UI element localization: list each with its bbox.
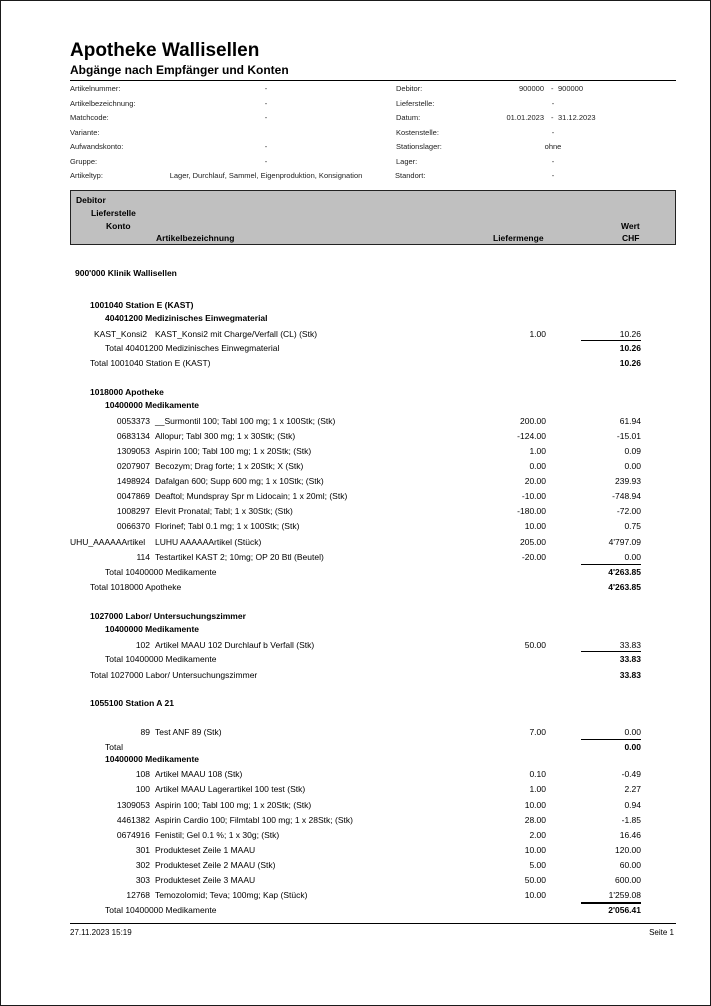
article-row: [1, 535, 711, 549]
konto-heading: [1, 752, 711, 766]
article-description: Florinef; Tabl 0.1 mg; 1 x 100Stk; (Stk): [155, 521, 300, 531]
konto-title: 10400000 Medikamente: [105, 624, 200, 634]
value-chf: 0.00: [624, 727, 641, 737]
total-label: Total 10400000 Medikamente: [105, 567, 217, 577]
article-description: Aspirin 100; Tabl 100 mg; 1 x 20Stk; (Stk): [155, 446, 312, 456]
filter-value: -: [264, 84, 268, 93]
delivery-quantity: 20.00: [524, 476, 546, 486]
filter-value: -: [551, 171, 555, 180]
value-chf: 0.94: [624, 800, 641, 810]
filter-value: ohne: [544, 142, 562, 151]
delivery-quantity: 50.00: [524, 875, 546, 885]
filter-range-to: 900000: [558, 84, 584, 93]
value-chf: 0.75: [624, 521, 641, 531]
total-value: 4'263.85: [608, 582, 641, 592]
filter-range-from: 900000: [518, 84, 544, 93]
value-chf: 10.26: [619, 329, 641, 339]
value-chf: 4'797.09: [608, 537, 641, 547]
article-row: [1, 414, 711, 428]
lieferstelle-total-row: [1, 356, 711, 370]
article-row: [1, 858, 711, 872]
delivery-quantity: 10.00: [524, 521, 546, 531]
total-label: Total 1018000 Apotheke: [90, 582, 182, 592]
total-label: Total 40401200 Medizinisches Einwegmaterial: [105, 343, 280, 353]
filter-range-separator: -: [551, 113, 554, 122]
article-description: Fenistil; Gel 0.1 %; 1 x 30g; (Stk): [155, 830, 280, 840]
col-artikelbezeichnung: Artikelbezeichnung: [156, 233, 235, 243]
filter-value: -: [551, 156, 555, 166]
article-number: 100: [135, 784, 150, 794]
total-value: 2'056.41: [608, 905, 641, 915]
filter-label: Variante:: [70, 127, 100, 137]
article-number: 102: [135, 640, 150, 650]
total-value: 0.00: [624, 742, 641, 752]
konto-title: 10400000 Medikamente: [105, 400, 200, 410]
article-row: [1, 725, 711, 739]
value-chf: 33.83: [619, 640, 641, 650]
article-row: [1, 798, 711, 812]
article-number: UHU_AAAAAArtikel: [70, 537, 146, 547]
article-row: [1, 474, 711, 488]
article-row: [1, 459, 711, 473]
konto-total-row: [1, 903, 711, 917]
total-value: 4'263.85: [608, 567, 641, 577]
filter-value: Lager, Durchlauf, Sammel, Eigenproduktion, Konsignation: [169, 171, 363, 180]
filter-label: Artikelbezeichnung:: [70, 98, 136, 108]
article-description: __Surmontil 100; Tabl 100 mg; 1 x 100Stk; (Stk): [155, 416, 336, 426]
filter-value: -: [551, 127, 555, 137]
konto-heading: [1, 398, 711, 412]
article-row: [1, 843, 711, 857]
filter-value: -: [264, 142, 268, 151]
header-divider: [70, 80, 676, 81]
article-row: [1, 327, 711, 341]
total-label: Total 1001040 Station E (KAST): [90, 358, 211, 368]
article-number: KAST_Konsi2: [94, 329, 147, 339]
delivery-quantity: 0.00: [529, 461, 546, 471]
konto-heading: [1, 311, 711, 325]
article-row: [1, 489, 711, 503]
konto-total-row: [1, 341, 711, 355]
col-wert: Wert: [621, 221, 640, 231]
filter-label: Debitor:: [396, 84, 423, 93]
delivery-quantity: -124.00: [517, 431, 546, 441]
article-row: [1, 519, 711, 533]
lieferstelle-heading: [1, 696, 711, 710]
col-debitor: Debitor: [76, 195, 106, 205]
delivery-quantity: 10.00: [524, 800, 546, 810]
total-label: Total 1027000 Labor/ Untersuchungszimmer: [90, 670, 258, 680]
filter-label: Artikeltyp:: [70, 171, 103, 180]
filter-value: -: [264, 156, 268, 166]
delivery-quantity: 7.00: [529, 727, 546, 737]
value-chf: 61.94: [619, 416, 641, 426]
article-description: Aspirin 100; Tabl 100 mg; 1 x 20Stk; (Stk): [155, 800, 312, 810]
total-label: Total 10400000 Medikamente: [105, 905, 217, 915]
article-description: Artikel MAAU 108 (Stk): [155, 769, 243, 779]
value-chf: -0.49: [621, 769, 641, 779]
total-label: Total 10400000 Medikamente: [105, 654, 217, 664]
article-number: 1008297: [116, 506, 150, 516]
lieferstelle-total-row: [1, 668, 711, 682]
article-number: 4461382: [116, 815, 150, 825]
article-row: [1, 813, 711, 827]
print-timestamp: 27.11.2023 15:19: [70, 928, 132, 937]
article-row: [1, 873, 711, 887]
filter-range-separator: -: [551, 84, 554, 93]
value-chf: 1'259.08: [608, 890, 641, 900]
article-number: 0674916: [116, 830, 150, 840]
filter-value: -: [264, 98, 268, 108]
konto-heading: [1, 622, 711, 636]
article-number: 301: [135, 845, 150, 855]
article-number: 108: [135, 769, 150, 779]
col-currency: CHF: [622, 233, 640, 243]
filter-label: Aufwandskonto:: [70, 142, 124, 151]
article-row: [1, 638, 711, 652]
value-chf: -1.85: [621, 815, 641, 825]
col-konto: Konto: [106, 221, 131, 231]
article-row: [1, 504, 711, 518]
report-title: Apotheke Wallisellen: [70, 40, 260, 61]
value-chf: 2.27: [624, 784, 641, 794]
delivery-quantity: 10.00: [524, 890, 546, 900]
article-row: [1, 550, 711, 564]
filter-label: Gruppe:: [70, 156, 98, 166]
article-row: [1, 444, 711, 458]
filter-range-from: 01.01.2023: [506, 113, 544, 122]
total-label: Total: [105, 742, 123, 752]
article-description: Aspirin Cardio 100; Filmtabl 100 mg; 1 x 28Stk; (Stk): [155, 815, 353, 825]
total-value: 33.83: [619, 670, 641, 680]
article-description: Testartikel KAST 2; 10mg; OP 20 Btl (Beutel): [155, 552, 324, 562]
delivery-quantity: -180.00: [517, 506, 546, 516]
article-row: [1, 888, 711, 902]
value-chf: -72.00: [616, 506, 641, 516]
article-description: Elevit Pronatal; Tabl; 1 x 30Stk; (Stk): [155, 506, 293, 516]
delivery-quantity: 205.00: [520, 537, 546, 547]
value-chf: 120.00: [615, 845, 641, 855]
total-value: 33.83: [619, 654, 641, 664]
article-number: 1498924: [116, 476, 150, 486]
article-description: Becozym; Drag forte; 1 x 20Stk; X (Stk): [155, 461, 304, 471]
lieferstelle-heading: [1, 609, 711, 623]
delivery-quantity: 10.00: [524, 845, 546, 855]
lieferstelle-heading: [1, 298, 711, 312]
article-description: Artikel MAAU Lagerartikel 100 test (Stk): [155, 784, 306, 794]
konto-title: 10400000 Medikamente: [105, 754, 200, 764]
article-description: Deaftol; Mundspray Spr m Lidocain; 1 x 20ml; (Stk): [155, 491, 348, 501]
debitor-heading: 900'000 Klinik Wallisellen: [75, 268, 177, 278]
konto-total-row: [1, 565, 711, 579]
delivery-quantity: 2.00: [529, 830, 546, 840]
filter-label: Standort:: [395, 171, 426, 180]
col-liefermenge: Liefermenge: [493, 233, 544, 243]
column-header: [70, 190, 676, 245]
article-description: Dafalgan 600; Supp 600 mg; 1 x 10Stk; (Stk): [155, 476, 324, 486]
konto-total-row: [1, 652, 711, 666]
delivery-quantity: 200.00: [520, 416, 546, 426]
article-row: [1, 767, 711, 781]
value-chf: 0.00: [624, 461, 641, 471]
article-description: Temozolomid; Teva; 100mg; Kap (Stück): [155, 890, 308, 900]
article-number: 1309053: [116, 800, 150, 810]
total-value: 10.26: [619, 358, 641, 368]
filter-value: -: [551, 98, 555, 108]
article-description: Produkteset Zeile 1 MAAU: [155, 845, 256, 855]
value-chf: 0.00: [624, 552, 641, 562]
delivery-quantity: 0.10: [529, 769, 546, 779]
article-row: [1, 782, 711, 796]
footer-divider: [70, 923, 676, 924]
filter-range-to: 31.12.2023: [558, 113, 596, 122]
lieferstelle-title: 1018000 Apotheke: [90, 387, 164, 397]
article-number: 0207907: [116, 461, 150, 471]
article-number: 0053373: [116, 416, 150, 426]
lieferstelle-title: 1027000 Labor/ Untersuchungszimmer: [90, 611, 246, 621]
value-chf: 16.46: [619, 830, 641, 840]
article-number: 1309053: [116, 446, 150, 456]
value-chf: 239.93: [615, 476, 641, 486]
article-number: 114: [136, 552, 150, 562]
article-description: Produkteset Zeile 2 MAAU (Stk): [155, 860, 276, 870]
lieferstelle-title: 1055100 Station A 21: [90, 698, 174, 708]
delivery-quantity: 5.00: [529, 860, 546, 870]
filter-value: -: [264, 113, 268, 122]
filter-label: Datum:: [396, 113, 421, 122]
article-number: 302: [135, 860, 150, 870]
article-description: LUHU AAAAAArtikel (Stück): [155, 537, 262, 547]
article-number: 0683134: [116, 431, 150, 441]
filter-label: Matchcode:: [70, 113, 109, 122]
delivery-quantity: -10.00: [521, 491, 546, 501]
article-number: 12768: [126, 890, 150, 900]
konto-title: 40401200 Medizinisches Einwegmaterial: [105, 313, 268, 323]
value-chf: 0.09: [624, 446, 641, 456]
delivery-quantity: 1.00: [529, 446, 546, 456]
filter-label: Lieferstelle:: [396, 98, 435, 108]
article-number: 0066370: [116, 521, 150, 531]
filter-label: Lager:: [396, 156, 418, 166]
lieferstelle-heading: [1, 385, 711, 399]
article-description: Allopur; Tabl 300 mg; 1 x 30Stk; (Stk): [155, 431, 296, 441]
report-subtitle: Abgänge nach Empfänger und Konten: [70, 63, 289, 77]
article-description: KAST_Konsi2 mit Charge/Verfall (CL) (Stk): [155, 329, 318, 339]
article-row: [1, 828, 711, 842]
value-chf: -15.01: [616, 431, 641, 441]
total-value: 10.26: [619, 343, 641, 353]
filter-label: Stationslager:: [396, 142, 442, 151]
value-chf: 60.00: [619, 860, 641, 870]
delivery-quantity: -20.00: [521, 552, 546, 562]
article-number: 303: [135, 875, 150, 885]
delivery-quantity: 1.00: [529, 329, 546, 339]
article-description: Produkteset Zeile 3 MAAU: [155, 875, 256, 885]
delivery-quantity: 1.00: [529, 784, 546, 794]
filter-label: Kostenstelle:: [396, 127, 439, 137]
delivery-quantity: 50.00: [524, 640, 546, 650]
article-row: [1, 429, 711, 443]
value-chf: 600.00: [615, 875, 641, 885]
delivery-quantity: 28.00: [524, 815, 546, 825]
lieferstelle-title: 1001040 Station E (KAST): [90, 300, 194, 310]
value-chf: -748.94: [612, 491, 641, 501]
filter-label: Artikelnummer:: [70, 84, 121, 93]
article-number: 89: [140, 727, 150, 737]
article-description: Test ANF 89 (Stk): [155, 727, 222, 737]
article-number: 0047869: [116, 491, 150, 501]
page-number: Seite 1: [649, 928, 674, 937]
article-description: Artikel MAAU 102 Durchlauf b Verfall (Stk): [155, 640, 315, 650]
col-lieferstelle: Lieferstelle: [91, 208, 136, 218]
lieferstelle-total-row: [1, 580, 711, 594]
